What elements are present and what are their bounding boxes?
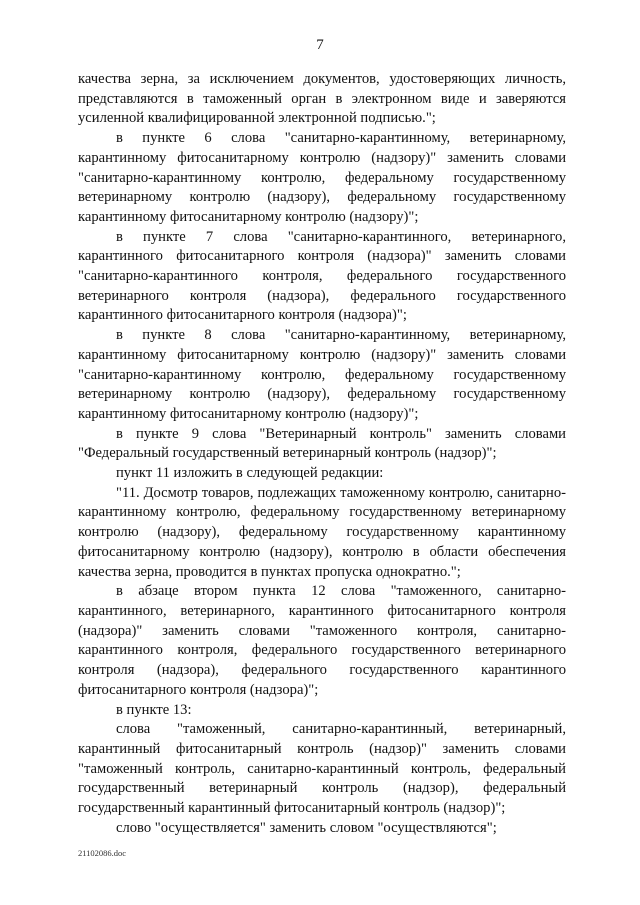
paragraph-item-12: в абзаце втором пункта 12 слова "таможенного, санитарно-карантинного, ветеринарного, карантинного фитосанитарного контроля (надзора)" заменить словами "таможенного контроля, санитарно-карантинного контроля, федерального государственного ветеринарного контроля (надзора), федерального государственного карантинного фитосанитарного контроля (надзора)"; — [78, 583, 566, 698]
paragraph-item-11-intro: пункт 11 изложить в следующей редакции: — [116, 465, 384, 482]
paragraph-item-11-text: "11. Досмотр товаров, подлежащих таможенному контролю, санитарно-карантинному контролю, федеральному государственному ветеринарному контролю (надзору), федеральному государственному карантинному фитосанитарному контролю (надзору), контролю в области обеспечения качества зерна, проводится в пунктах пропуска однократно."; — [78, 484, 566, 580]
paragraph-continuation: качества зерна, за исключением документов, удостоверяющих личность, представляются в таможенный орган в электронном виде и заверяются усиленной квалифицированной электронной подписью."; — [78, 71, 566, 127]
paragraph-item-13-intro: в пункте 13: — [116, 701, 192, 718]
footer-filename: 21102086.doc — [78, 848, 127, 858]
paragraph-item-9: в пункте 9 слова "Ветеринарный контроль" заменить словами "Федеральный государственный ветеринарный контроль (надзор)"; — [78, 425, 566, 462]
paragraph-item-13-words: слова "таможенный, санитарно-карантинный, ветеринарный, карантинный фитосанитарный контроль (надзор)" заменить словами "таможенный контроль, санитарно-карантинный контроль, федеральный государственный ветеринарный контроль (надзор), федеральный государственный карантинный фитосанитарный контроль (надзор)"; — [78, 721, 566, 817]
paragraph-item-7: в пункте 7 слова "санитарно-карантинного, ветеринарного, карантинного фитосанитарного контроля (надзора)" заменить словами "санитарно-карантинного контроля, федерального государственного ветеринарного контроля (надзора), федерального государственного карантинного фитосанитарного контроля (надзора)"; — [78, 228, 566, 324]
paragraph-item-6: в пункте 6 слова "санитарно-карантинному, ветеринарному, карантинному фитосанитарному контролю (надзору)" заменить словами "санитарно-карантинному контролю, федеральному государственному ветеринарному контролю (надзору), федеральному государственному карантинному фитосанитарному контролю (надзору)"; — [78, 130, 566, 225]
document-body — [78, 70, 566, 838]
paragraph-item-8: в пункте 8 слова "санитарно-карантинному, ветеринарному, карантинному фитосанитарному контролю (надзору)" заменить словами "санитарно-карантинному контролю, федеральному государственному ветеринарному контролю (надзору), федеральному государственному карантинному фитосанитарному контролю (надзору)"; — [78, 327, 566, 422]
paragraph-item-13-word: слово "осуществляется" заменить словом "осуществляются"; — [116, 819, 497, 836]
page-number: 7 — [316, 37, 324, 53]
